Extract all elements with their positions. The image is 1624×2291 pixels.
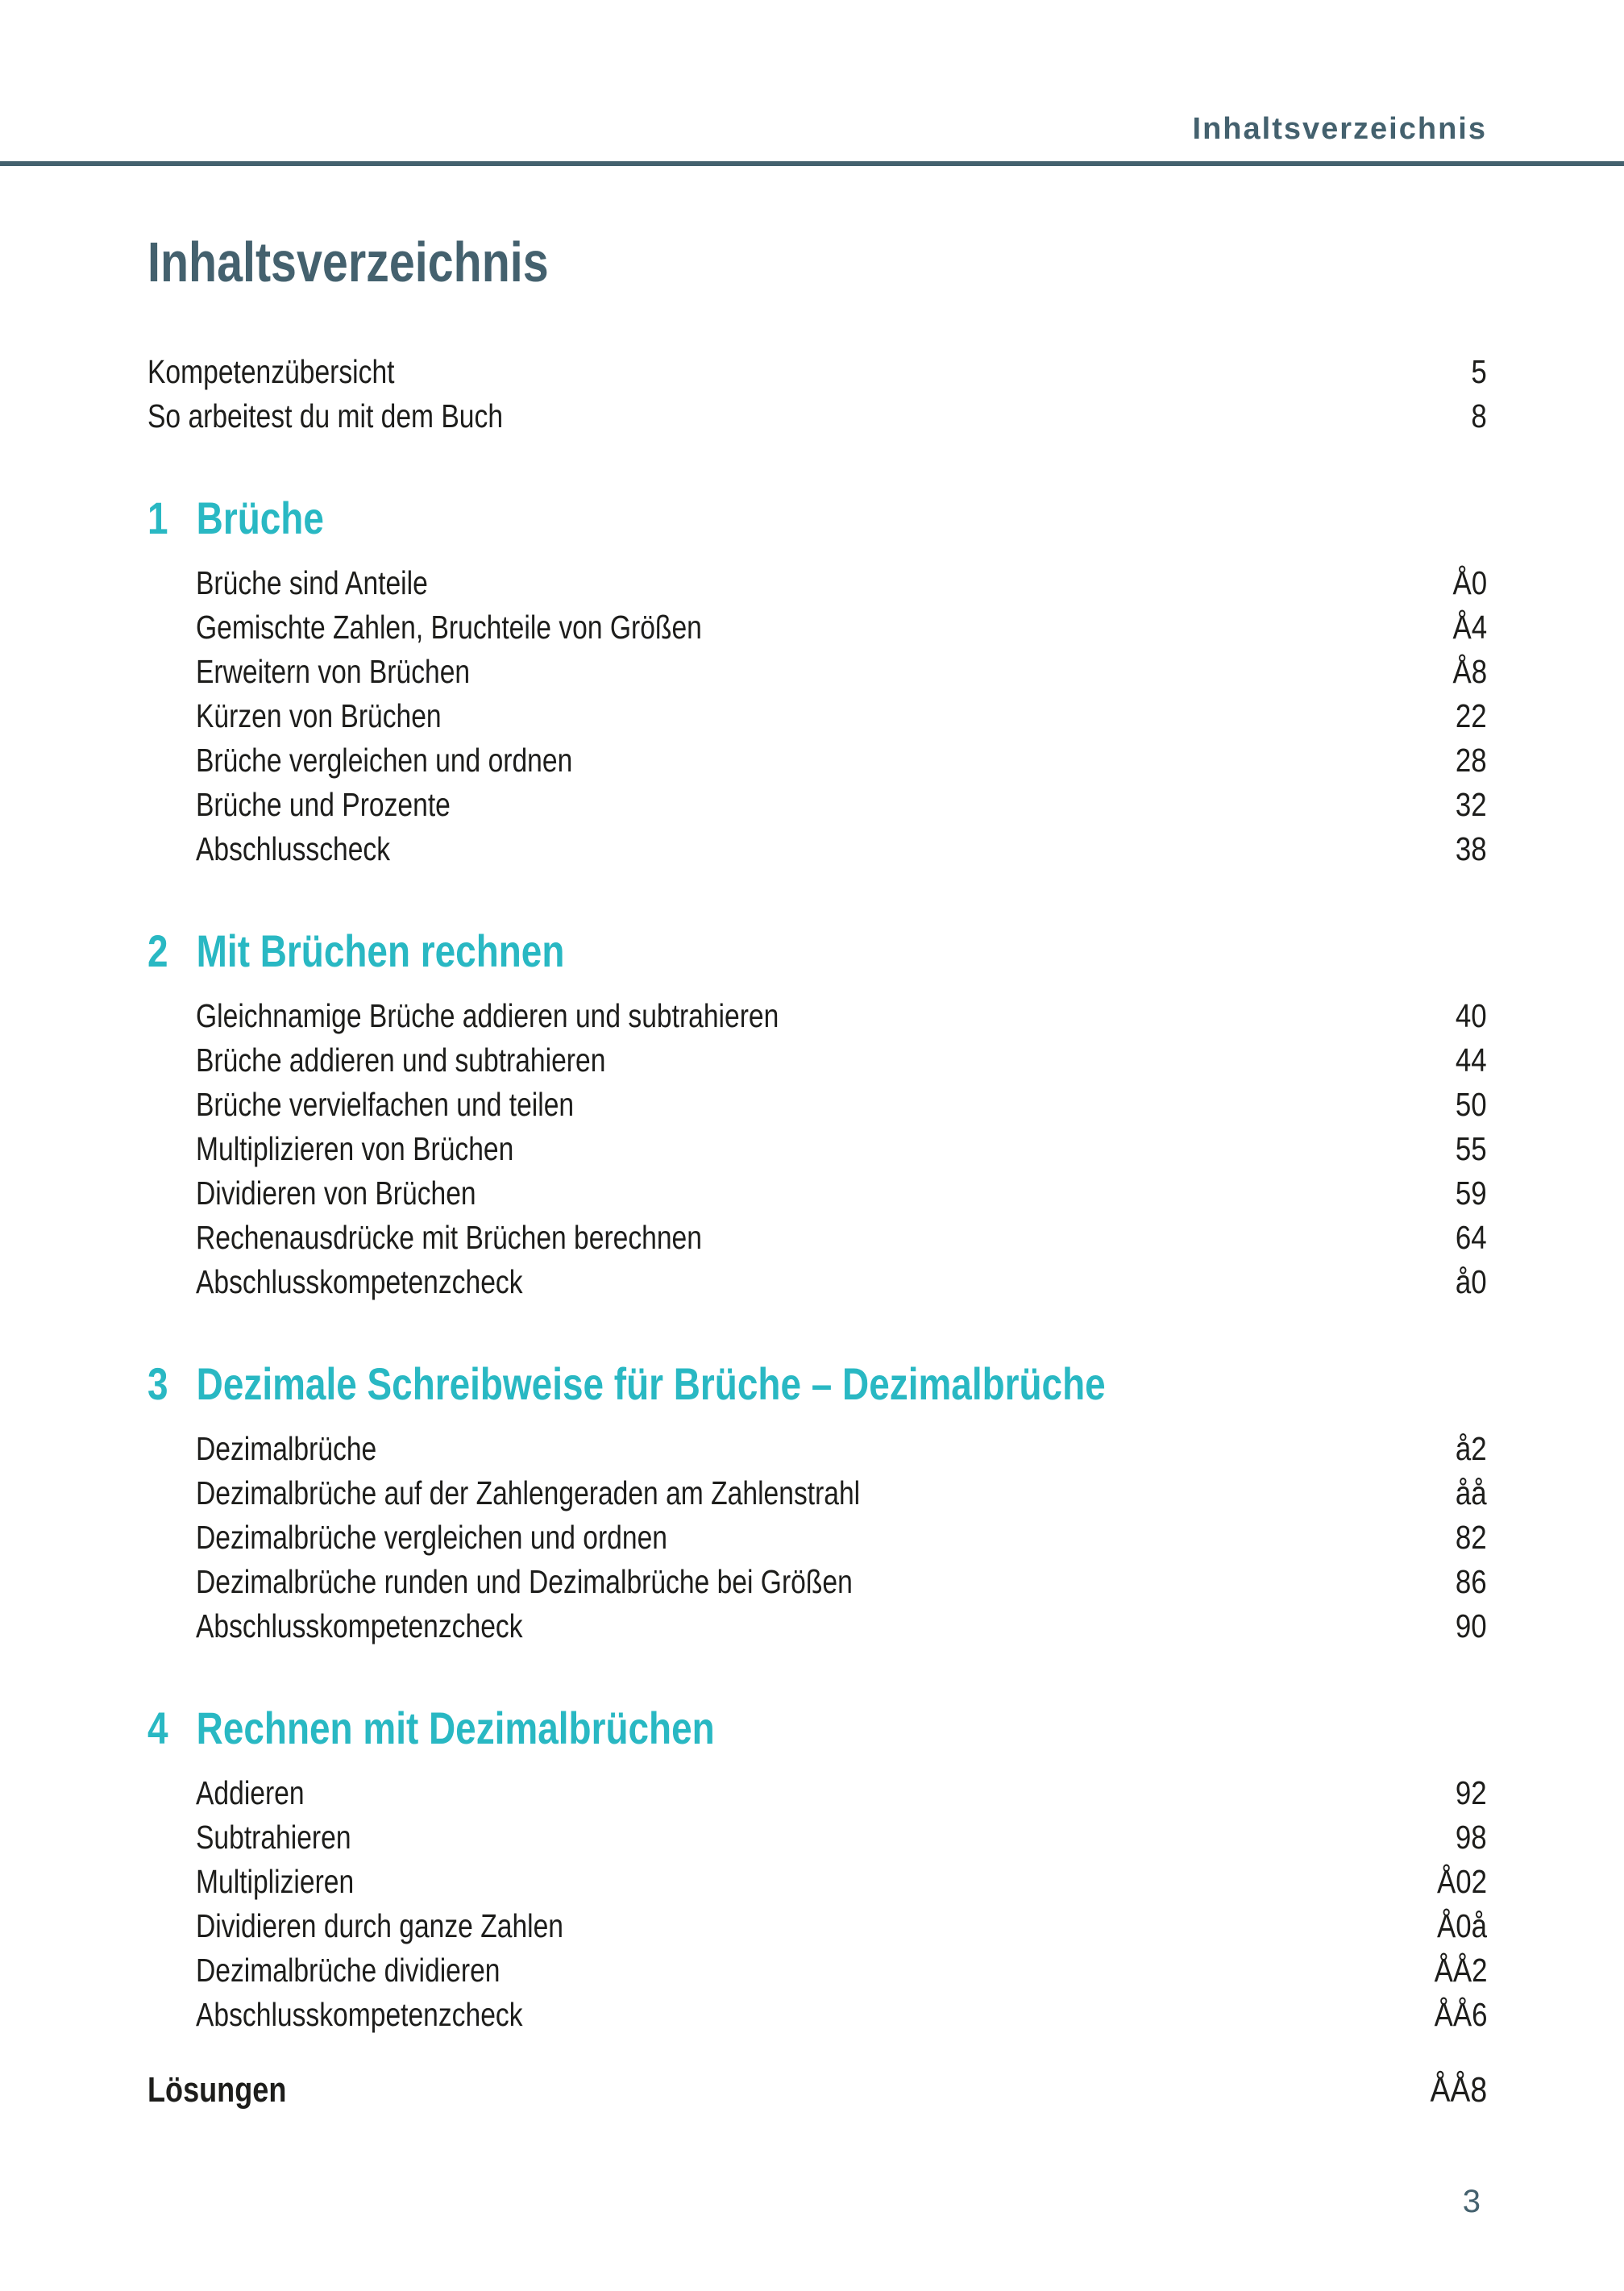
toc-entry xyxy=(147,2066,1487,2114)
toc-section-3 xyxy=(147,1354,1487,1649)
toc-entry-label: Dezimalbrüche runden und Dezimalbrüche bei Größen xyxy=(196,1563,853,1600)
toc-entry-label: Gemischte Zahlen, Bruchteile von Größen xyxy=(196,609,702,646)
toc-entry-page: 5 xyxy=(1471,353,1487,390)
toc-entry xyxy=(196,650,1487,694)
toc-entry-page: Å4 xyxy=(1452,609,1487,646)
toc-entry-label: Dezimalbrüche xyxy=(196,1430,377,1467)
toc-entry xyxy=(196,1948,1487,1993)
toc-entry-page: 55 xyxy=(1456,1130,1487,1167)
toc-entry-label: Abschlusskompetenzcheck xyxy=(196,1607,523,1644)
toc-section-4 xyxy=(147,1698,1487,2037)
toc-entry-label: Dividieren von Brüchen xyxy=(196,1175,476,1212)
toc-entry xyxy=(196,561,1487,605)
section-heading xyxy=(147,489,1487,548)
toc-entry-label: Erweitern von Brüchen xyxy=(196,653,471,690)
toc-entry xyxy=(196,1427,1487,1471)
toc-entry xyxy=(196,1471,1487,1516)
toc-entry-label: So arbeitest du mit dem Buch xyxy=(147,397,504,434)
section-heading xyxy=(147,1354,1487,1414)
toc-entry-label: Subtrahieren xyxy=(196,1819,351,1856)
toc-entry-page: Å0 xyxy=(1452,564,1487,601)
toc-entry-page: 22 xyxy=(1456,697,1487,734)
toc-entry xyxy=(196,1815,1487,1860)
toc-entry-page: 64 xyxy=(1456,1219,1487,1256)
section-title: Rechnen mit Dezimalbrüchen xyxy=(196,1703,715,1753)
toc-entry xyxy=(196,783,1487,827)
toc-entry-label: Brüche sind Anteile xyxy=(196,564,428,601)
toc-entry-label: Multiplizieren xyxy=(196,1863,355,1900)
toc-entry-page: å0 xyxy=(1456,1263,1487,1300)
page-number: 3 xyxy=(1462,2184,1481,2219)
toc-entry-page: 8 xyxy=(1471,397,1487,434)
toc-entry-label: Abschlusscheck xyxy=(196,830,391,867)
toc-entry-page: Å02 xyxy=(1436,1863,1487,1900)
toc-entry xyxy=(196,605,1487,650)
toc-entry xyxy=(147,394,1487,439)
toc-entry-page: 86 xyxy=(1456,1563,1487,1600)
toc-entry xyxy=(196,1516,1487,1560)
toc-entry-label: Addieren xyxy=(196,1774,305,1811)
toc-entry-page: 44 xyxy=(1456,1042,1487,1079)
section-title: Mit Brüchen rechnen xyxy=(196,925,565,976)
toc-section-2 xyxy=(147,921,1487,1304)
toc-entry-page: 32 xyxy=(1456,786,1487,823)
toc-entry-page: ÅÅ8 xyxy=(1430,2070,1487,2110)
toc-entry-label: Brüche addieren und subtrahieren xyxy=(196,1042,606,1079)
toc-entry-page: ÅÅ6 xyxy=(1434,1996,1487,2033)
toc-entry xyxy=(196,1171,1487,1216)
toc-entry xyxy=(196,738,1487,783)
toc-entry xyxy=(196,1127,1487,1171)
toc-entry-label: Brüche vervielfachen und teilen xyxy=(196,1086,575,1123)
toc-entry xyxy=(196,827,1487,871)
toc-entry-page: 92 xyxy=(1456,1774,1487,1811)
toc-entry-label: Dezimalbrüche dividieren xyxy=(196,1952,500,1989)
running-header-title: Inhaltsverzeichnis xyxy=(1192,112,1487,146)
toc-entry xyxy=(196,694,1487,738)
toc-entry-label: Brüche und Prozente xyxy=(196,786,451,823)
toc-entry-label: Dividieren durch ganze Zahlen xyxy=(196,1907,564,1944)
toc-entry-label: Abschlusskompetenzcheck xyxy=(196,1263,523,1300)
toc-entry xyxy=(196,1560,1487,1604)
toc-entry-page: åå xyxy=(1456,1474,1487,1511)
toc-entry xyxy=(196,1216,1487,1260)
toc-entry xyxy=(147,350,1487,394)
toc-entry xyxy=(196,1771,1487,1815)
section-entries xyxy=(196,1427,1487,1649)
toc-entry-page: 38 xyxy=(1456,830,1487,867)
toc-entry-label: Gleichnamige Brüche addieren und subtrahieren xyxy=(196,997,779,1034)
toc-entry xyxy=(196,994,1487,1038)
toc-entry xyxy=(196,1904,1487,1948)
toc-entry-page: 28 xyxy=(1456,742,1487,779)
toc-entry xyxy=(196,1860,1487,1904)
toc-entry xyxy=(196,1083,1487,1127)
section-number: 2 xyxy=(147,925,168,976)
toc-entry-page: 40 xyxy=(1456,997,1487,1034)
toc-entry-label: Brüche vergleichen und ordnen xyxy=(196,742,573,779)
toc-entry-label: Kürzen von Brüchen xyxy=(196,697,442,734)
toc-entry-label: Dezimalbrüche vergleichen und ordnen xyxy=(196,1519,667,1556)
back-matter-list xyxy=(147,2066,1487,2114)
toc-entry xyxy=(196,1604,1487,1649)
toc-entry-page: 82 xyxy=(1456,1519,1487,1556)
section-heading xyxy=(147,921,1487,981)
section-entries xyxy=(196,561,1487,871)
header-rule xyxy=(0,161,1624,166)
toc-section-1 xyxy=(147,489,1487,871)
toc-entry-page: ÅÅ2 xyxy=(1434,1952,1487,1989)
toc-entry-label: Lösungen xyxy=(147,2070,287,2110)
section-number: 4 xyxy=(147,1703,168,1753)
toc-entry-page: 59 xyxy=(1456,1175,1487,1212)
section-title: Dezimale Schreibweise für Brüche – Dezimalbrüche xyxy=(196,1358,1106,1409)
toc-entry-label: Kompetenzübersicht xyxy=(147,353,395,390)
section-title: Brüche xyxy=(196,493,324,543)
section-number: 3 xyxy=(147,1358,168,1409)
front-matter-list xyxy=(147,350,1487,439)
toc-entry-label: Multiplizieren von Brüchen xyxy=(196,1130,514,1167)
toc-entry xyxy=(196,1260,1487,1304)
toc-entry-label: Rechenausdrücke mit Brüchen berechnen xyxy=(196,1219,702,1256)
toc-entry xyxy=(196,1038,1487,1083)
toc-entry-page: 98 xyxy=(1456,1819,1487,1856)
section-number: 1 xyxy=(147,493,168,543)
section-heading xyxy=(147,1698,1487,1758)
section-entries xyxy=(196,1771,1487,2037)
page-title: Inhaltsverzeichnis xyxy=(147,231,549,293)
toc-entry xyxy=(196,1993,1487,2037)
toc-entry-page: Å0å xyxy=(1436,1907,1487,1944)
toc-entry-page: 90 xyxy=(1456,1607,1487,1644)
toc-entry-label: Dezimalbrüche auf der Zahlengeraden am Zahlenstrahl xyxy=(196,1474,861,1511)
toc-entry-page: Å8 xyxy=(1452,653,1487,690)
section-entries xyxy=(196,994,1487,1304)
running-header xyxy=(147,110,1487,148)
toc-entry-page: å2 xyxy=(1456,1430,1487,1467)
toc-entry-label: Abschlusskompetenzcheck xyxy=(196,1996,523,2033)
toc-entry-page: 50 xyxy=(1456,1086,1487,1123)
